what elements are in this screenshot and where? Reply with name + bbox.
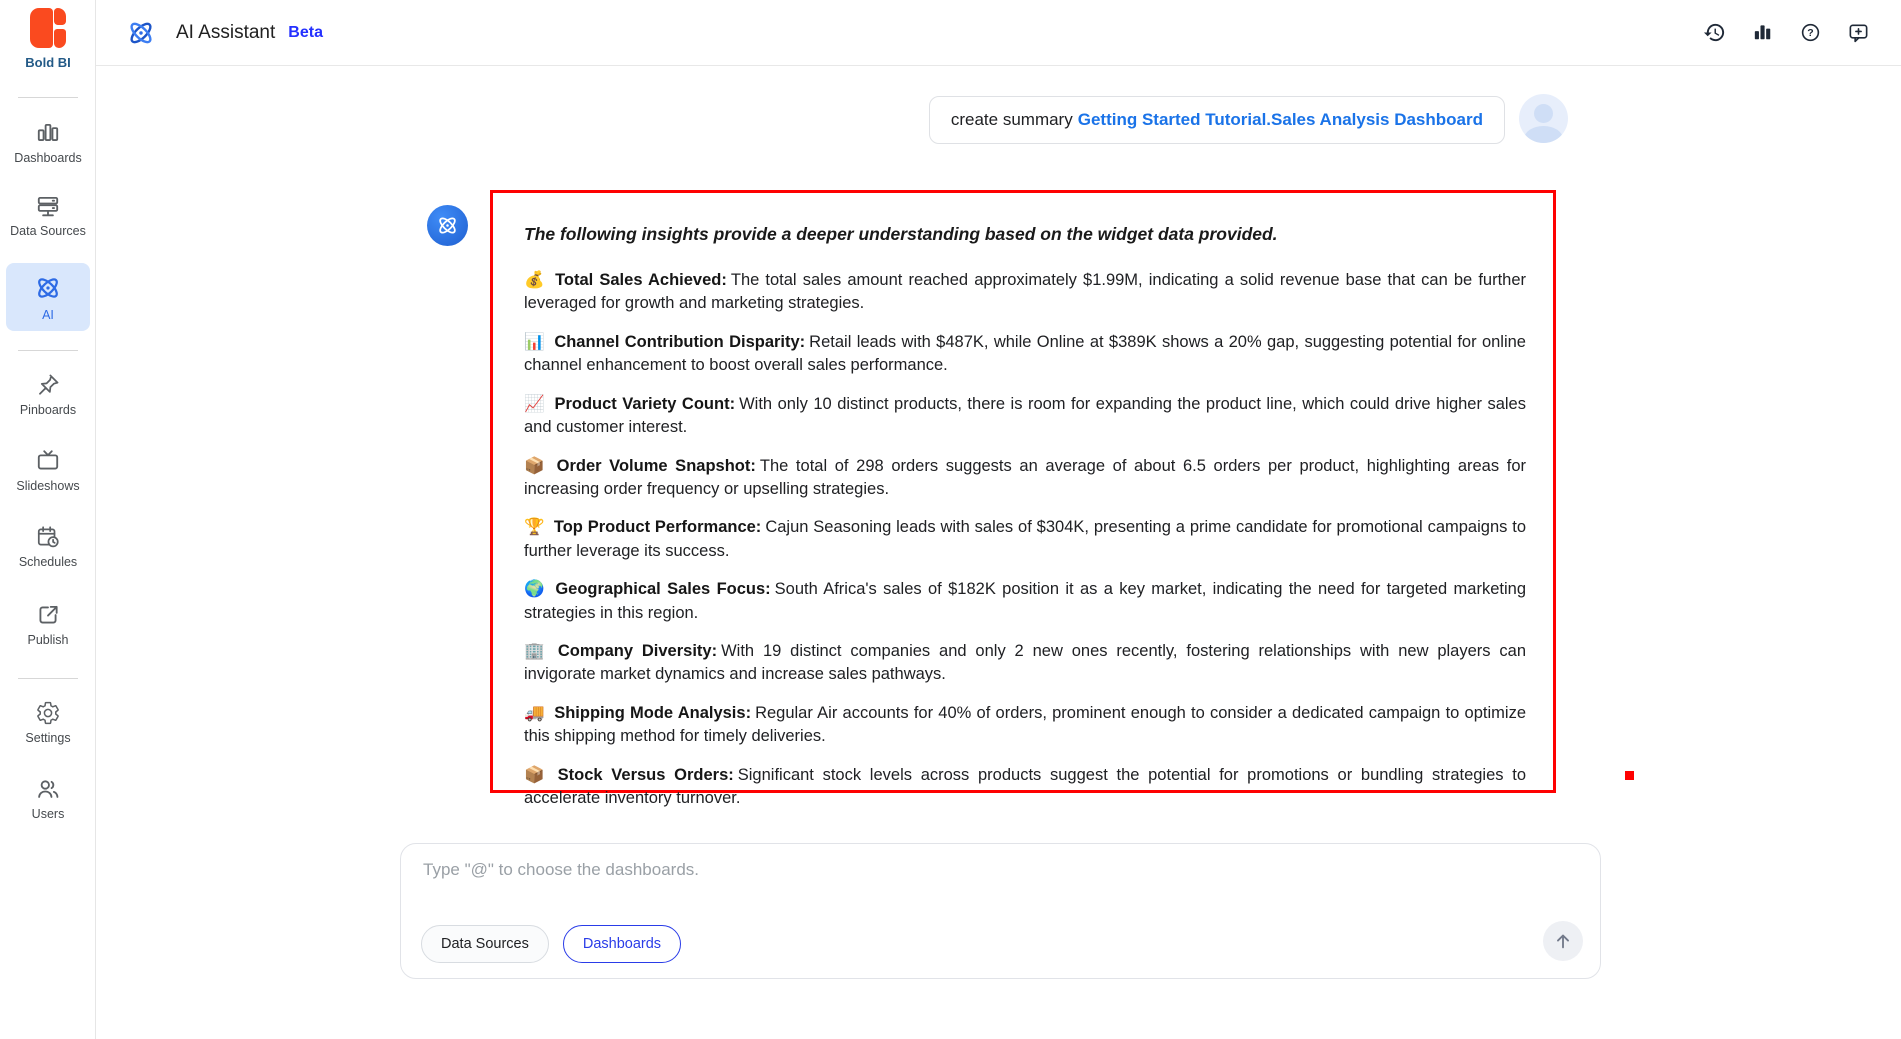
arrow-up-icon bbox=[1552, 930, 1574, 952]
page-title: AI Assistant bbox=[176, 21, 276, 43]
bar-chart-emoji-icon: 📊 bbox=[524, 332, 546, 351]
sidebar-item-label: Users bbox=[31, 807, 65, 821]
response-heading: The following insights provide a deeper understanding based on the widget data provided. bbox=[524, 224, 1278, 244]
insight-label: Order Volume Snapshot: bbox=[556, 456, 756, 475]
beta-badge: Beta bbox=[288, 23, 323, 41]
insight-item bbox=[524, 269, 1526, 316]
insight-label: Total Sales Achieved: bbox=[555, 271, 727, 289]
package-emoji-icon: 📦 bbox=[524, 456, 548, 475]
bar-chart-icon bbox=[35, 120, 61, 146]
calendar-clock-icon bbox=[35, 524, 61, 550]
office-building-emoji-icon: 🏢 bbox=[524, 642, 549, 661]
trophy-emoji-icon: 🏆 bbox=[524, 518, 545, 537]
dashboard-link[interactable]: Getting Started Tutorial.Sales Analysis Dashboard bbox=[1077, 110, 1483, 129]
insight-label: Geographical Sales Focus: bbox=[555, 580, 771, 599]
sidebar-item-ai[interactable] bbox=[6, 263, 90, 331]
insight-text: With only 10 distinct products, there is room for expanding the product line, which could drive higher sales and customer interest. bbox=[524, 394, 1526, 437]
header-actions bbox=[1703, 21, 1901, 44]
insight-text: Retail leads with $487K, while Online at $389K shows a 20% gap, suggesting potential for online channel enhancement to boost overall sales performance. bbox=[524, 332, 1526, 375]
dashboards-pill-button[interactable]: Dashboards bbox=[563, 925, 681, 963]
user-message-bubble bbox=[929, 96, 1505, 144]
sidebar-item-label: Pinboards bbox=[19, 403, 77, 417]
sidebar-divider bbox=[18, 678, 78, 679]
user-avatar bbox=[1519, 94, 1568, 143]
insight-label: Channel Contribution Disparity: bbox=[554, 332, 806, 351]
sidebar-item-settings[interactable] bbox=[0, 700, 96, 745]
sidebar-item-dashboards[interactable] bbox=[0, 120, 96, 165]
history-icon[interactable] bbox=[1703, 21, 1726, 44]
header-title-group bbox=[96, 17, 323, 49]
insight-text: Cajun Seasoning leads with sales of $304K, presenting a prime candidate for promotional campaigns to further leverage its success. bbox=[524, 518, 1527, 560]
insight-item bbox=[524, 516, 1526, 563]
bar-chart-icon[interactable] bbox=[1751, 21, 1774, 44]
data-sources-pill-button[interactable]: Data Sources bbox=[421, 925, 549, 963]
insight-label: Product Variety Count: bbox=[554, 394, 736, 413]
chat-input[interactable] bbox=[423, 860, 1523, 912]
sidebar-item-schedules[interactable] bbox=[0, 524, 96, 569]
brand-name: Bold BI bbox=[25, 55, 71, 70]
sidebar-item-users[interactable] bbox=[0, 776, 96, 821]
atom-icon bbox=[435, 213, 460, 238]
composer-pills bbox=[421, 925, 681, 963]
insight-label: Stock Versus Orders: bbox=[557, 765, 734, 784]
insight-text: South Africa's sales of $182K position it as a key market, indicating the need for targeted marketing strategies in this region. bbox=[524, 580, 1526, 622]
insight-text: The total sales amount reached approximately $1.99M, indicating a solid revenue base that can be further leveraged for growth and marketing strategies. bbox=[524, 271, 1527, 313]
insight-label: Shipping Mode Analysis: bbox=[554, 703, 752, 722]
insight-item bbox=[524, 702, 1526, 749]
insight-item bbox=[524, 393, 1526, 440]
truck-emoji-icon: 🚚 bbox=[524, 703, 546, 722]
header bbox=[96, 0, 1901, 66]
share-icon bbox=[35, 602, 61, 628]
sidebar-item-label: Schedules bbox=[18, 555, 78, 569]
insight-item bbox=[524, 455, 1526, 502]
globe-emoji-icon: 🌍 bbox=[524, 580, 547, 599]
insight-text: The total of 298 orders suggests an average of about 6.5 orders per product, highlighting areas for increasing order frequency or upselling strategies. bbox=[524, 456, 1526, 498]
feedback-icon[interactable] bbox=[1847, 21, 1870, 44]
sidebar-item-label: Publish bbox=[27, 633, 69, 647]
pin-icon bbox=[35, 372, 61, 398]
insight-item bbox=[524, 640, 1526, 687]
insight-text: With 19 distinct companies and only 2 new ones recently, fostering relationships with new players can invigorate market dynamics and increase sales pathways. bbox=[524, 642, 1526, 684]
brand-logo-block[interactable] bbox=[0, 8, 96, 70]
sidebar-item-data-sources[interactable] bbox=[0, 193, 96, 238]
ai-response-box bbox=[490, 190, 1556, 808]
sidebar-item-slideshows[interactable] bbox=[0, 448, 96, 493]
sidebar-item-pinboards[interactable] bbox=[0, 372, 96, 417]
sidebar-item-publish[interactable] bbox=[0, 602, 96, 647]
atom-icon bbox=[33, 273, 63, 303]
svg-text:?: ? bbox=[1807, 27, 1814, 40]
ai-avatar bbox=[427, 205, 468, 246]
sidebar-item-label: Dashboards bbox=[14, 151, 82, 165]
insight-item bbox=[524, 764, 1526, 811]
sidebar bbox=[0, 0, 96, 1039]
red-marker-artifact bbox=[1625, 771, 1634, 780]
insight-item bbox=[524, 331, 1526, 378]
sidebar-item-label: Data Sources bbox=[10, 224, 86, 238]
boldbi-logo-icon bbox=[28, 8, 68, 48]
insight-text: Regular Air accounts for 40% of orders, prominent enough to consider a dedicated campaign to optimize this shipping method for timely deliveries. bbox=[524, 703, 1526, 746]
server-icon bbox=[35, 193, 61, 219]
sidebar-item-label: Settings bbox=[25, 731, 71, 745]
sidebar-divider bbox=[18, 350, 78, 351]
atom-icon bbox=[125, 17, 157, 49]
insight-item bbox=[524, 578, 1526, 625]
send-button[interactable] bbox=[1543, 921, 1583, 961]
user-message-text: create summary bbox=[950, 110, 1073, 129]
sidebar-divider bbox=[18, 97, 78, 98]
sidebar-item-label: Slideshows bbox=[16, 479, 80, 493]
insight-label: Company Diversity: bbox=[557, 642, 718, 661]
sidebar-item-label: AI bbox=[42, 308, 54, 322]
gear-icon bbox=[35, 700, 61, 726]
users-icon bbox=[35, 776, 61, 802]
money-bag-emoji-icon: 💰 bbox=[524, 271, 547, 289]
tv-icon bbox=[35, 448, 61, 474]
package-emoji-icon: 📦 bbox=[524, 765, 549, 784]
chart-up-emoji-icon: 📈 bbox=[524, 394, 546, 413]
insight-text: Significant stock levels across products suggest the potential for promotions or bundling strategies to accelerate inventory turnover. bbox=[524, 765, 1526, 808]
help-icon[interactable] bbox=[1799, 21, 1822, 44]
insight-label: Top Product Performance: bbox=[553, 518, 762, 537]
composer bbox=[400, 843, 1601, 979]
